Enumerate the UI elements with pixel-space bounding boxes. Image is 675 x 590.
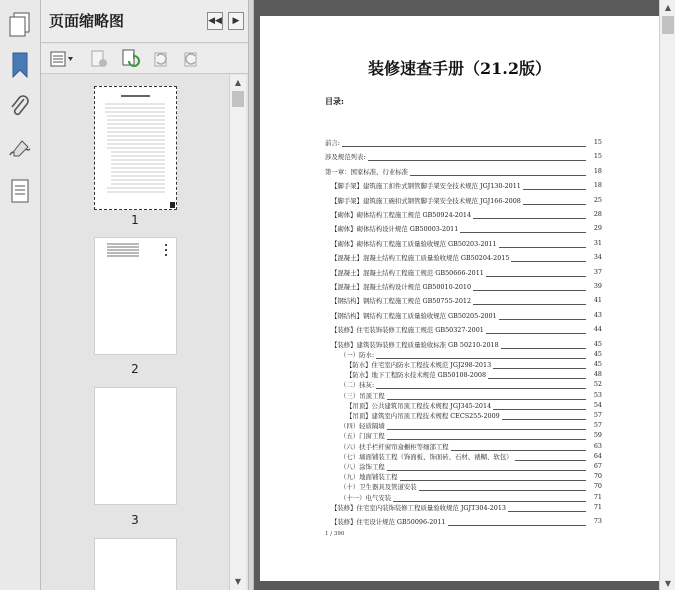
pages-icon[interactable] xyxy=(4,8,36,42)
toc-entry-text: 涉及规范列表: xyxy=(325,153,366,162)
toc-entry-text: 【钢结构】钢结构工程施工质量验收规范 GB50205-2001 xyxy=(331,311,497,320)
toc-entry-text: （十一）电气安装 xyxy=(340,493,392,502)
toc-entry-text: （五）门窗工程 xyxy=(340,432,385,441)
toc-entry-text: 【砌体】砌体结构工程施工规范 GB50924-2014 xyxy=(331,211,472,219)
insert-page-icon[interactable] xyxy=(121,49,141,69)
toc-entry[interactable] xyxy=(260,442,659,452)
toc-entry[interactable] xyxy=(260,253,659,263)
toc-entry[interactable] xyxy=(260,421,659,431)
toc-entry[interactable] xyxy=(260,482,659,492)
toc-entry-text: 【防水】住宅室内防水工程技术规范 JGJ298-2013 xyxy=(346,361,492,369)
toc-entry[interactable] xyxy=(260,360,659,370)
page-thumbnail-1[interactable] xyxy=(94,86,177,210)
toc-entry-page: 28 xyxy=(593,210,602,218)
toc-entry[interactable] xyxy=(260,152,659,162)
toc-entry[interactable] xyxy=(260,370,659,380)
toc-entry[interactable] xyxy=(260,411,659,421)
toc-entry[interactable] xyxy=(260,210,659,220)
scrollbar-thumb[interactable] xyxy=(232,91,244,107)
toc-entry-page: 18 xyxy=(593,181,602,190)
toc-entry-page: 73 xyxy=(593,517,602,526)
toc-entry-text: 【混凝土】混凝土结构工程施工质量验收规范 GB50204-2015 xyxy=(331,254,510,263)
toc-leader-line xyxy=(325,146,586,147)
toc-entry-page: 41 xyxy=(593,296,602,305)
toc-entry-text: （三）吊顶工程 xyxy=(340,391,385,400)
thumbnail-label-2: 2 xyxy=(131,362,139,376)
thumbnail-list xyxy=(41,75,229,590)
layers-icon[interactable] xyxy=(4,174,36,208)
toc-entry-text: 【防水】地下工程防水技术规范 GB50108-2008 xyxy=(346,371,487,380)
document-title: 装修速查手册（21.2版） xyxy=(368,59,551,78)
toc-entry-text: 前言: xyxy=(325,139,340,147)
toc-entry[interactable] xyxy=(260,462,659,472)
options-menu-icon[interactable] xyxy=(49,49,75,69)
toc-entry[interactable] xyxy=(260,282,659,292)
toc-entry-page: 45 xyxy=(593,360,602,368)
toc-entry[interactable] xyxy=(260,431,659,441)
toc-entry-page: 43 xyxy=(593,310,602,319)
thumbnail-toolbar xyxy=(41,44,248,74)
toc-entry[interactable] xyxy=(260,268,659,278)
toc-entry-text: 【混凝土】混凝土结构设计规范 GB50010-2010 xyxy=(331,283,472,291)
toc-entry-page: 34 xyxy=(593,253,602,262)
toc-entry-page: 71 xyxy=(593,502,602,511)
toc-entry[interactable] xyxy=(260,503,659,513)
thumbnail-panel xyxy=(41,0,248,590)
toc-entry-text: 第一章：国家标准、行业标准 xyxy=(325,167,409,176)
toc-entry-text: 【装修】建筑装饰装修工程质量验收标准 GB 50210-2018 xyxy=(331,340,499,349)
toc-entry-page: 53 xyxy=(593,390,602,399)
toc-entry-page: 31 xyxy=(593,238,602,247)
page-thumbnail-3[interactable] xyxy=(94,387,177,505)
toc-entry[interactable] xyxy=(260,224,659,234)
toc-entry[interactable] xyxy=(260,391,659,401)
thumbnail-scrollbar[interactable] xyxy=(229,75,246,590)
toc-entry-page: 45 xyxy=(593,339,602,348)
panel-title: 页面缩略图 xyxy=(49,12,125,30)
toc-entry-text: （四）轻质隔墙 xyxy=(340,422,385,431)
toc-entry-page: 70 xyxy=(593,472,602,481)
toc-entry-text: 【砌体】砌体结构工程施工质量验收规范 GB50203-2011 xyxy=(331,239,497,248)
toc-entry-text: 【脚手架】建筑施工扣件式钢管脚手架安全技术规范 JGJ130-2011 xyxy=(331,182,521,191)
toc-entry-page: 29 xyxy=(593,224,602,233)
toc-entry-page: 54 xyxy=(593,400,602,409)
toc-entry-page: 59 xyxy=(593,431,602,440)
toc-leader-line xyxy=(340,358,586,359)
toc-entry-page: 25 xyxy=(593,195,602,204)
document-page xyxy=(260,16,659,581)
toc-entry[interactable] xyxy=(260,380,659,390)
toc-entry-page: 64 xyxy=(593,451,602,460)
toc-entry-page: 48 xyxy=(593,370,602,379)
page-thumbnail-4[interactable] xyxy=(94,538,177,590)
toc-entry[interactable] xyxy=(260,493,659,503)
toc-entry-text: （七）墙面铺装工程（饰面板、饰面砖、石材、裱糊、软包） xyxy=(340,452,513,461)
navigation-rail xyxy=(0,0,41,590)
next-button[interactable]: ▶ xyxy=(228,12,244,30)
toc-entry-page: 39 xyxy=(593,282,602,290)
toc-entry-page: 57 xyxy=(593,411,602,419)
toc-entry[interactable] xyxy=(260,311,659,321)
toc-entry[interactable] xyxy=(260,296,659,306)
toc-entry-text: 【装修】住宅装饰装修工程施工规范 GB50327-2001 xyxy=(331,326,484,335)
toc-entry-text: 【吊顶】建筑室内吊顶工程技术规程 CECS255-2009 xyxy=(346,412,500,420)
toc-entry-text: （六）扶手栏杆窗帘盒橱柜等细部工程 xyxy=(340,442,449,451)
toc-entry-text: （九）地面铺装工程 xyxy=(340,473,398,482)
toc-entry[interactable] xyxy=(260,517,659,527)
toc-entry-page: 63 xyxy=(593,441,602,450)
toc-heading: 目录: xyxy=(325,96,344,106)
collapse-panel-button[interactable]: ◀◀ xyxy=(207,12,223,30)
toc-leader-line xyxy=(340,388,586,389)
toc-entry-page: 71 xyxy=(593,492,602,501)
scroll-down-arrow-icon[interactable]: ▼ xyxy=(664,578,672,588)
document-viewer xyxy=(254,0,659,590)
toc-entry[interactable] xyxy=(260,325,659,335)
toc-entry-page: 67 xyxy=(593,462,602,470)
toc-entry[interactable] xyxy=(260,138,659,148)
toc-entry-page: 15 xyxy=(593,138,602,146)
rotate-ccw-icon[interactable] xyxy=(151,49,171,69)
toc-entry-text: 【脚手架】建筑施工碗扣式钢管脚手架安全技术规范 JGJ166-2008 xyxy=(331,196,521,205)
toc-entry[interactable] xyxy=(260,472,659,482)
toc-entry[interactable] xyxy=(260,196,659,206)
page-footer: 1 / 390 xyxy=(325,531,345,537)
delete-page-icon[interactable] xyxy=(89,49,109,69)
toc-entry-page: 18 xyxy=(593,166,602,175)
toc-entry[interactable] xyxy=(260,167,659,177)
panel-header xyxy=(41,0,248,43)
thumbnail-label-1: 1 xyxy=(131,213,139,227)
toc-entry-text: （一）防水: xyxy=(340,350,375,359)
scroll-down-arrow-icon[interactable]: ▼ xyxy=(234,576,242,586)
toc-entry-page: 70 xyxy=(593,482,602,491)
toc-entry-text: 【混凝土】混凝土结构工程施工规范 GB50666-2011 xyxy=(331,268,484,277)
toc-entry-page: 57 xyxy=(593,421,602,430)
attachment-icon[interactable] xyxy=(4,90,36,124)
scrollbar-thumb[interactable] xyxy=(662,16,674,34)
toc-entry-page: 45 xyxy=(593,349,602,358)
scroll-up-arrow-icon[interactable]: ▲ xyxy=(664,2,672,12)
signature-icon[interactable] xyxy=(4,132,36,166)
toc-entry[interactable] xyxy=(260,401,659,411)
toc-entry-page: 15 xyxy=(593,152,602,161)
toc-entry-text: 【钢结构】钢结构工程施工规范 GB50755-2012 xyxy=(331,297,472,306)
toc-entry[interactable] xyxy=(260,239,659,249)
thumbnail-label-3: 3 xyxy=(131,513,139,527)
toc-entry-text: （十）卫生器具及管道安装 xyxy=(340,483,417,492)
toc-entry-text: （八）涂饰工程 xyxy=(340,463,385,471)
toc-entry-page: 37 xyxy=(593,267,602,276)
page-thumbnail-2[interactable] xyxy=(94,237,177,355)
toc-entry-page: 52 xyxy=(593,380,602,389)
toc-entry[interactable] xyxy=(260,452,659,462)
toc-entry[interactable] xyxy=(260,181,659,191)
document-scrollbar[interactable] xyxy=(659,0,675,590)
bookmark-icon[interactable] xyxy=(4,48,36,82)
toc-entry-text: 【装修】住宅室内装饰装修工程质量验收规范 JGJT304-2013 xyxy=(331,503,506,512)
rotate-cw-icon[interactable] xyxy=(181,49,201,69)
toc-entry-text: 【砌体】砌体结构设计规范 GB50003-2011 xyxy=(331,225,459,234)
toc-entry-text: （二）抹灰: xyxy=(340,381,375,390)
toc-entry[interactable] xyxy=(260,340,659,350)
toc-entry[interactable] xyxy=(260,350,659,360)
scroll-up-arrow-icon[interactable]: ▲ xyxy=(234,77,242,87)
toc-entry-page: 44 xyxy=(593,325,602,334)
toc-entry-text: 【吊顶】公共建筑吊顶工程技术规程 JGJ345-2014 xyxy=(346,401,492,410)
toc-entry-text: 【装修】住宅设计规范 GB50096-2011 xyxy=(331,518,446,527)
